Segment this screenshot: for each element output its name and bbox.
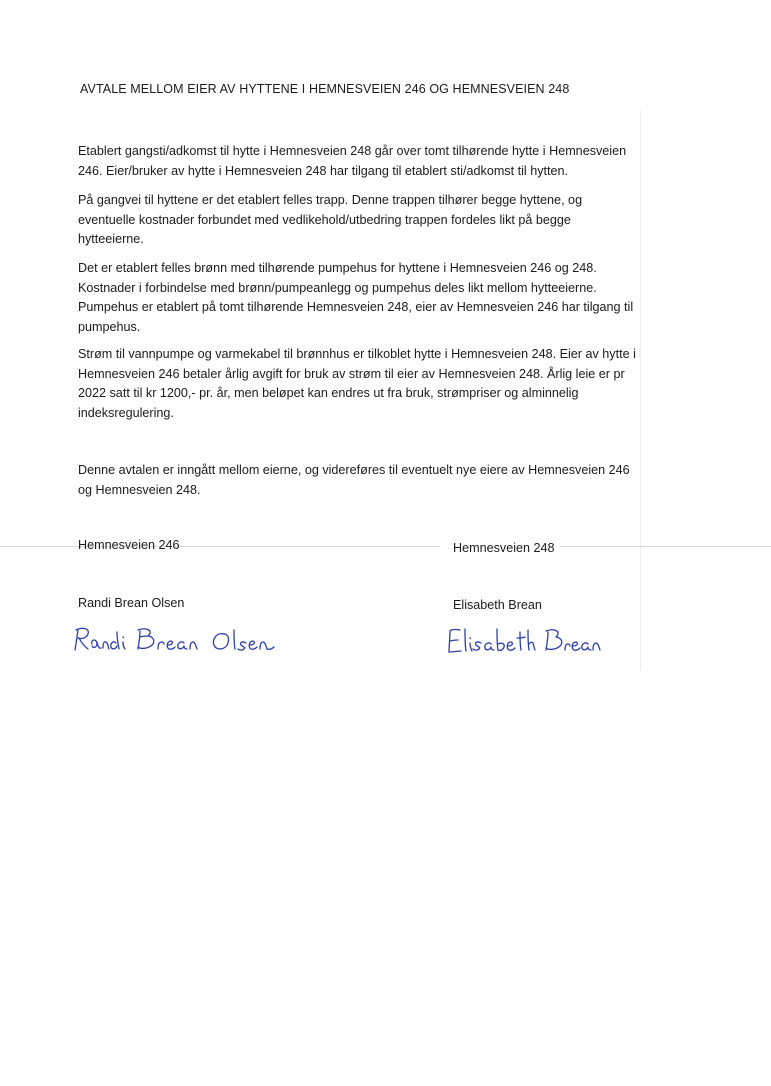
paragraph-shared-stairs <box>78 191 678 250</box>
paragraph-line: Strøm til vannpumpe og varmekabel til brønnhus er tilkoblet hytte i Hemnesveien 248. Eier av hytte i <box>78 347 636 361</box>
paragraph-agreement-transfer <box>78 461 678 500</box>
paragraph-electricity <box>78 345 678 423</box>
paragraph-line: På gangvei til hyttene er det etablert felles trapp. Denne trappen tilhører begge hyttene, og <box>78 193 583 207</box>
signature-name-left: Randi Brean Olsen <box>78 596 185 610</box>
paragraph-line: 246. Eier/bruker av hytte i Hemnesveien 248 har tilgang til etablert sti/adkomst til hytten. <box>78 163 569 178</box>
paragraph-access-path <box>78 142 678 181</box>
signature-line-left <box>0 546 440 547</box>
document-title: AVTALE MELLOM EIER AV HYTTENE I HEMNESVEIEN 246 OG HEMNESVEIEN 248 <box>80 82 570 96</box>
handwritten-signature-left <box>72 622 282 658</box>
paragraph-line: Hemnesveien 246 betaler årlig avgift for bruk av strøm til eier av Hemnesveien 248. Årlig leie er pr <box>78 366 625 381</box>
paragraph-line: Kostnader i forbindelse med brønn/pumpeanlegg og pumpehus deles likt mellom hytteeierne. <box>78 280 597 295</box>
paragraph-shared-well <box>78 259 678 337</box>
paragraph-line: Etablert gangsti/adkomst til hytte i Hemnesveien 248 går over tomt tilhørende hytte i Hemnesveien <box>78 144 627 158</box>
paragraph-line: og Hemnesveien 248. <box>78 482 201 497</box>
signature-line-right <box>560 546 771 547</box>
paragraph-line: Denne avtalen er inngått mellom eierne, og videreføres til eventuelt nye eiere av Hemnesveien 246 <box>78 463 630 477</box>
paragraph-line: 2022 satt til kr 1200,- pr. år, men beløpet kan endres ut fra bruk, strømpriser og alminnelig <box>78 386 579 400</box>
paragraph-line: pumpehus. <box>78 319 141 334</box>
signature-address-right: Hemnesveien 248 <box>453 541 555 555</box>
paragraph-line: hytteeierne. <box>78 232 144 246</box>
paragraph-line: indeksregulering. <box>78 405 174 420</box>
handwritten-signature-right <box>446 624 606 658</box>
paragraph-line: Pumpehus er etablert på tomt tilhørende Hemnesveien 248, eier av Hemnesveien 246 har tilgang til <box>78 300 634 314</box>
paragraph-line: Det er etablert felles brønn med tilhørende pumpehus for hyttene i Hemnesveien 246 og 248. <box>78 261 597 275</box>
paragraph-line: eventuelle kostnader forbundet med vedlikehold/utbedring trappen fordeles likt på begge <box>78 212 571 227</box>
signature-name-right: Elisabeth Brean <box>453 598 542 612</box>
signature-address-left: Hemnesveien 246 <box>78 538 180 552</box>
